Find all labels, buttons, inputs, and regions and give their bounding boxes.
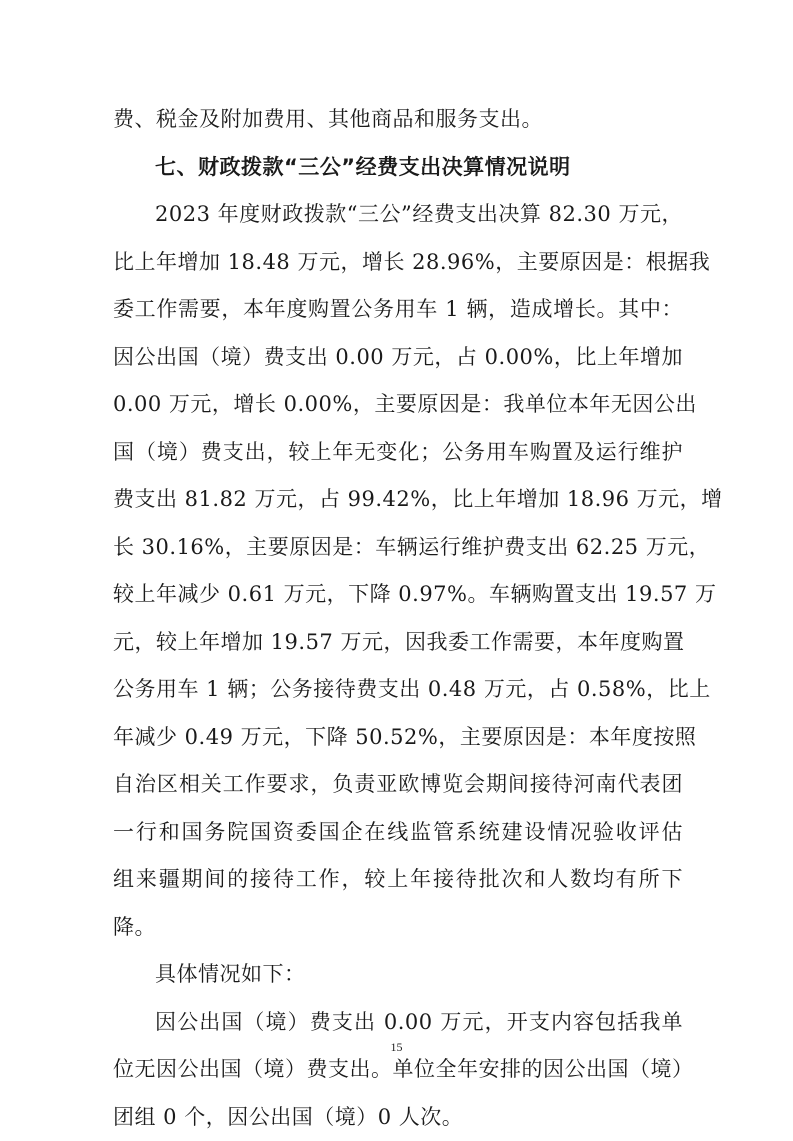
paragraph-line: 费、税金及附加费用、其他商品和服务支出。 — [113, 96, 683, 144]
paragraph-line: 组来疆期间的接待工作，较上年接待批次和人数均有所下 — [113, 856, 683, 904]
paragraph-line: 国（境）费支出，较上年无变化；公务用车购置及运行维护 — [113, 429, 683, 477]
paragraph-line: 降。 — [113, 904, 683, 952]
document-body — [113, 96, 683, 1141]
paragraph-line: 0.00 万元，增长 0.00%，主要原因是：我单位本年无因公出 — [113, 381, 683, 429]
paragraph-line: 较上年减少 0.61 万元，下降 0.97%。车辆购置支出 19.57 万 — [113, 571, 683, 619]
paragraph-line: 年减少 0.49 万元，下降 50.52%，主要原因是：本年度按照 — [113, 714, 683, 762]
paragraph-line: 2023 年度财政拨款“三公”经费支出决算 82.30 万元， — [113, 191, 683, 239]
section-heading: 七、财政拨款“三公”经费支出决算情况说明 — [113, 144, 683, 192]
paragraph-line: 元，较上年增加 19.57 万元，因我委工作需要，本年度购置 — [113, 619, 683, 667]
paragraph-line: 委工作需要，本年度购置公务用车 1 辆，造成增长。其中： — [113, 286, 683, 334]
paragraph-line: 因公出国（境）费支出 0.00 万元，占 0.00%，比上年增加 — [113, 334, 683, 382]
paragraph-line: 比上年增加 18.48 万元，增长 28.96%，主要原因是：根据我 — [113, 239, 683, 287]
paragraph-line: 一行和国务院国资委国企在线监管系统建设情况验收评估 — [113, 809, 683, 857]
paragraph-line: 团组 0 个，因公出国（境）0 人次。 — [113, 1094, 683, 1141]
paragraph-line: 公务用车 1 辆；公务接待费支出 0.48 万元，占 0.58%，比上 — [113, 666, 683, 714]
page-number: 15 — [0, 1040, 793, 1055]
paragraph-line: 费支出 81.82 万元，占 99.42%，比上年增加 18.96 万元，增 — [113, 476, 683, 524]
paragraph-line: 因公出国（境）费支出 0.00 万元，开支内容包括我单 — [113, 999, 683, 1047]
paragraph-line: 长 30.16%，主要原因是：车辆运行维护费支出 62.25 万元， — [113, 524, 683, 572]
paragraph-line: 自治区相关工作要求，负责亚欧博览会期间接待河南代表团 — [113, 761, 683, 809]
paragraph-line: 位无因公出国（境）费支出。单位全年安排的因公出国（境） — [113, 1046, 683, 1094]
paragraph-line: 具体情况如下： — [113, 951, 683, 999]
